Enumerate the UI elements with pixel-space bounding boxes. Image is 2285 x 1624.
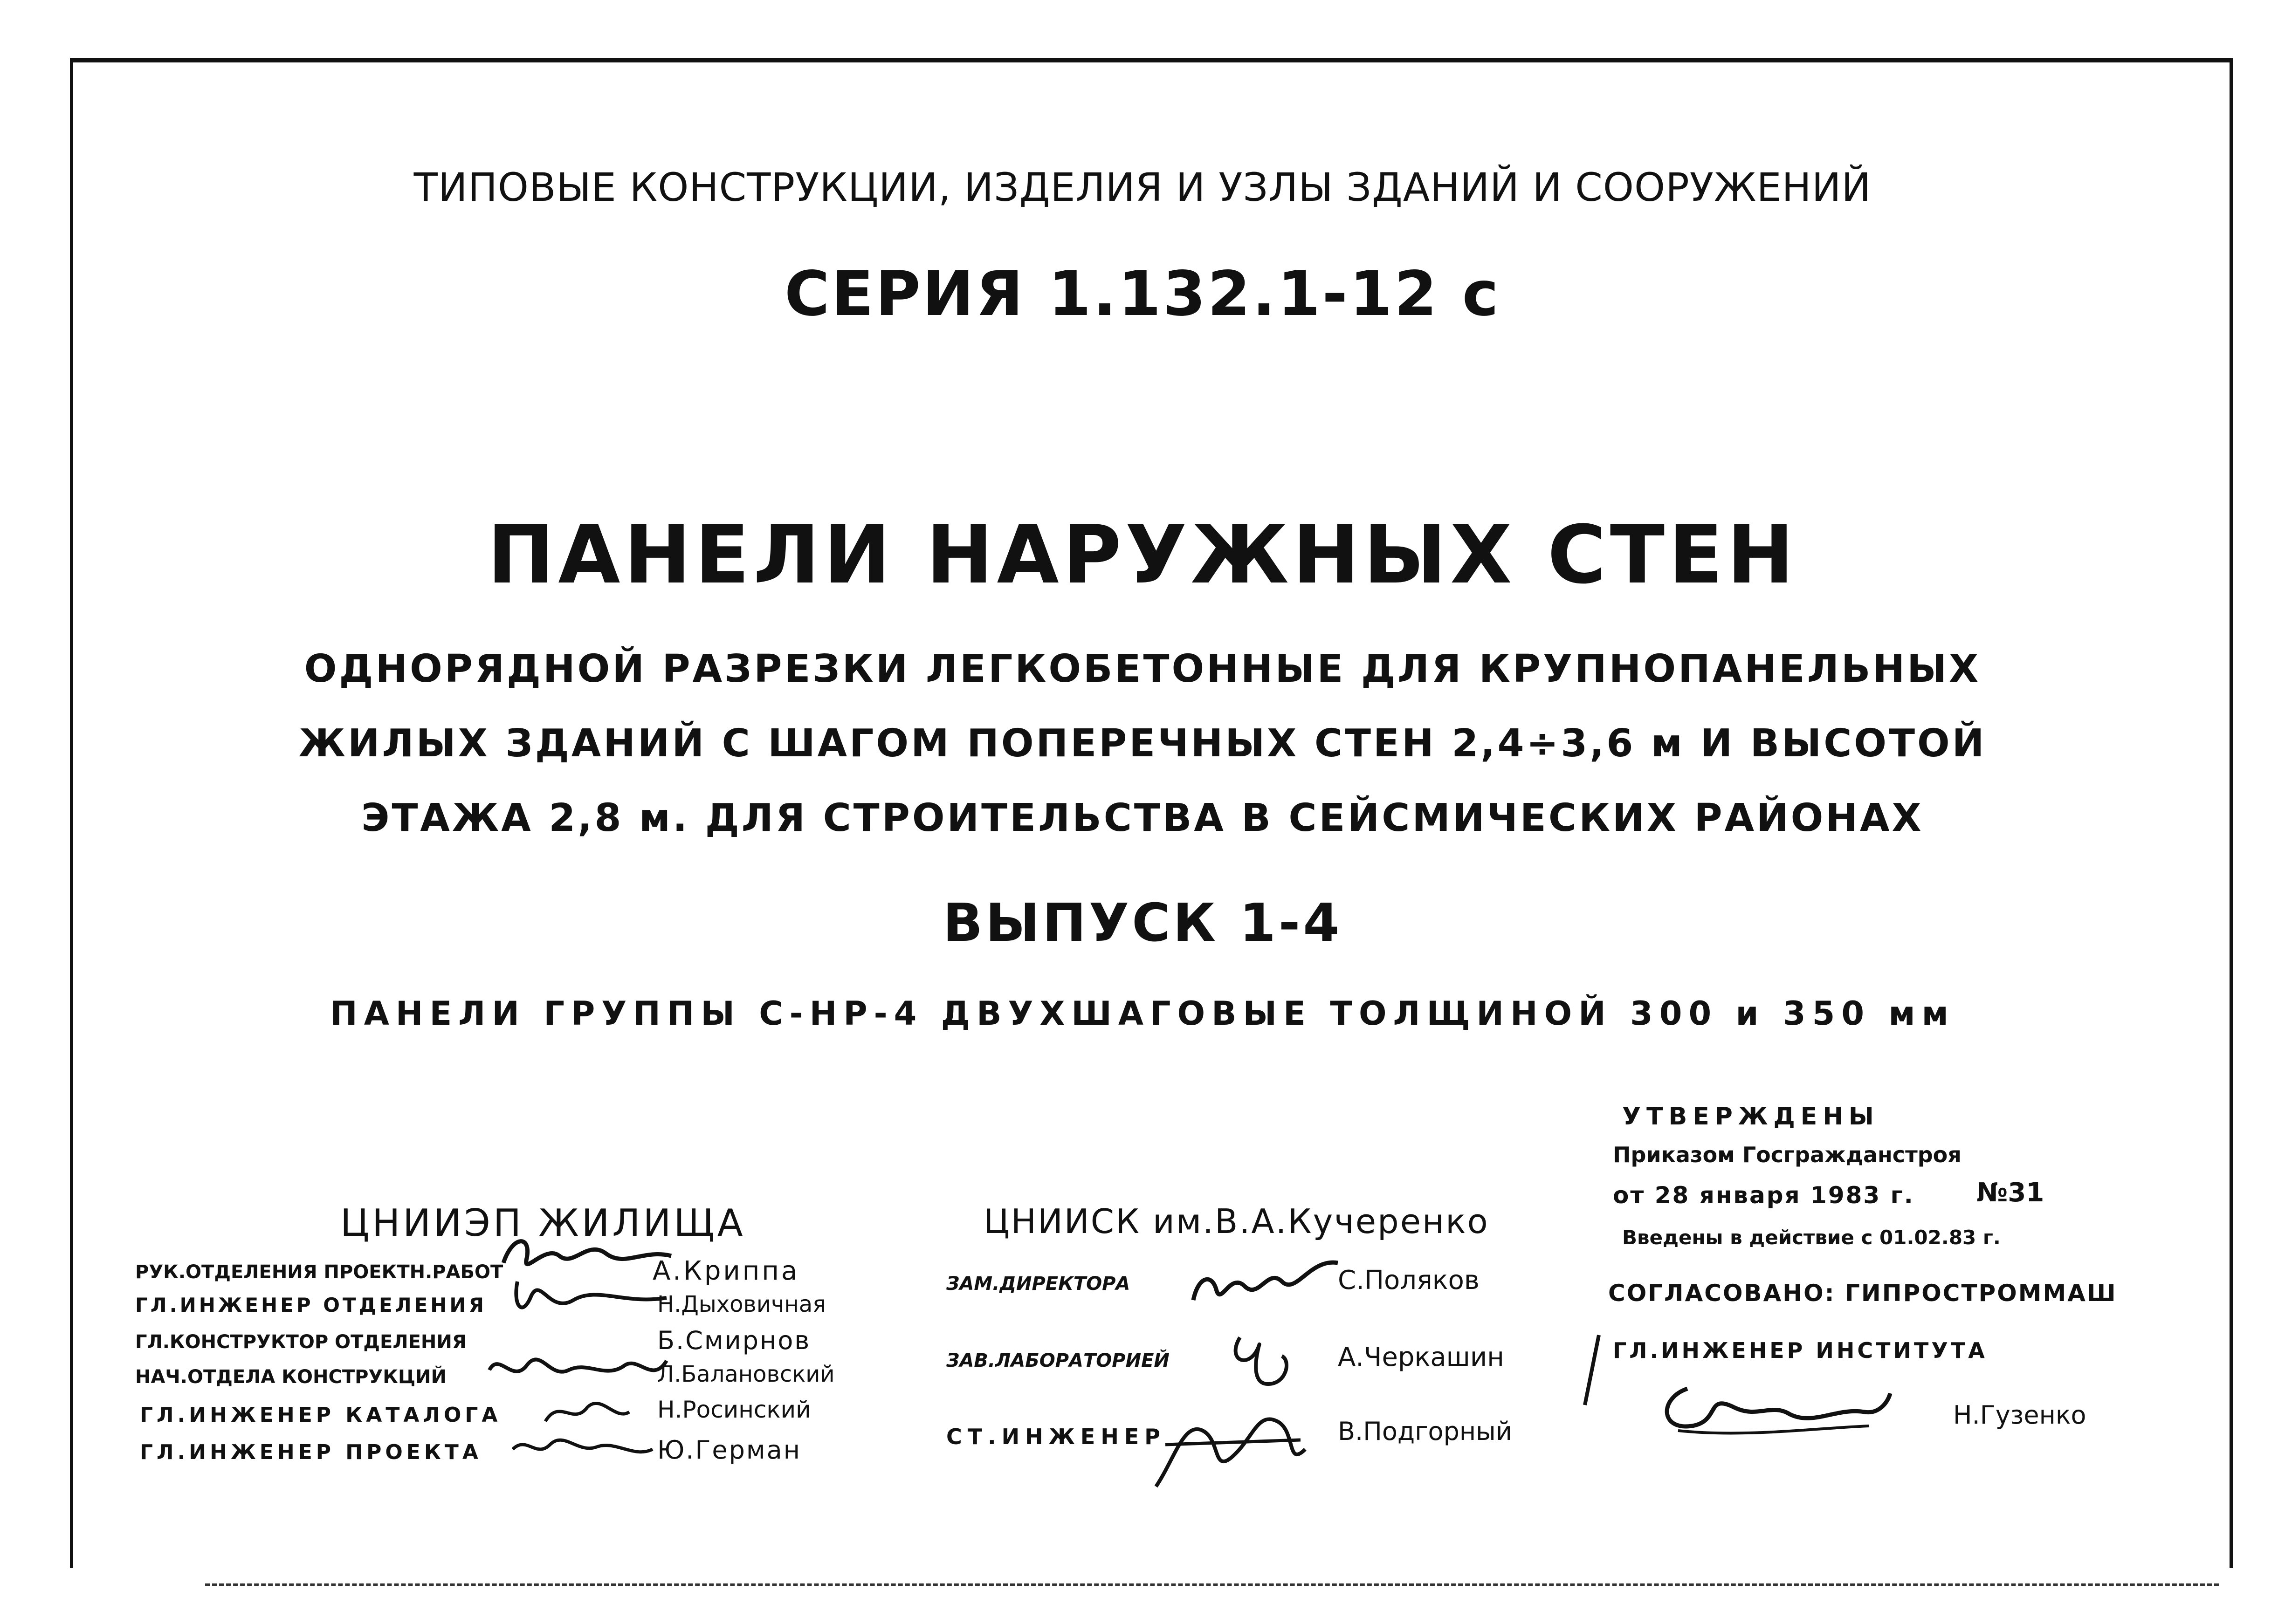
left-org-name: ЦНИИЭП ЖИЛИЩА	[340, 1201, 746, 1245]
signature-podgorny	[1147, 1403, 1315, 1496]
middle-name-2: А.Черкашин	[1338, 1342, 1504, 1372]
chief-engineer-name: Н.Гузенко	[1953, 1400, 2086, 1430]
signature-german	[508, 1426, 657, 1468]
middle-position-3: СТ.ИНЖЕНЕР	[946, 1424, 1166, 1449]
left-name-5: Н.Росинский	[657, 1396, 811, 1423]
left-name-2: Н.Дыховичная	[657, 1291, 826, 1317]
left-name-6: Ю.Герман	[657, 1435, 802, 1465]
middle-org-name: ЦНИИСК им.В.А.Кучеренко	[984, 1202, 1489, 1241]
subtitle-line-2: ЖИЛЫХ ЗДАНИЙ С ШАГОМ ПОПЕРЕЧНЫХ СТЕН 2,4÷3,6 м И ВЫСОТОЙ	[298, 721, 1987, 766]
signature-polyakov	[1189, 1249, 1342, 1309]
left-position-1: РУК.ОТДЕЛЕНИЯ ПРОЕКТН.РАБОТ	[135, 1261, 503, 1283]
middle-name-1: С.Поляков	[1338, 1265, 1480, 1295]
chief-engineer-position: ГЛ.ИНЖЕНЕР ИНСТИТУТА	[1613, 1338, 1988, 1363]
left-name-3: Б.Смирнов	[657, 1326, 811, 1355]
middle-position-2: ЗАВ.ЛАБОРАТОРИЕЙ	[946, 1350, 1170, 1371]
signature-dykhovichnaya	[503, 1277, 671, 1323]
effective-date: Введены в действие с 01.02.83 г.	[1622, 1226, 2001, 1249]
signature-cherkashin	[1221, 1328, 1305, 1403]
subtitle-line-3: ЭТАЖА 2,8 м. ДЛЯ СТРОИТЕЛЬСТВА В СЕЙСМИЧЕСКИХ РАЙОНАХ	[361, 796, 1924, 840]
bottom-border-line	[205, 1583, 2219, 1586]
issue-description: ПАНЕЛИ ГРУППЫ С-НР-4 ДВУХШАГОВЫЕ ТОЛЩИНОЙ 300 и 350 мм	[330, 994, 1955, 1033]
subtitle-line-1: ОДНОРЯДНОЙ РАЗРЕЗКИ ЛЕГКОБЕТОННЫЕ ДЛЯ КРУПНОПАНЕЛЬНЫХ	[304, 647, 1981, 691]
signature-rosinsky	[541, 1393, 634, 1431]
middle-position-1: ЗАМ.ДИРЕКТОРА	[946, 1273, 1130, 1295]
approved-date: от 28 января 1983 г.	[1613, 1182, 1914, 1209]
issue-title: ВЫПУСК 1-4	[943, 893, 1342, 953]
left-position-4: НАЧ.ОТДЕЛА КОНСТРУКЦИЙ	[135, 1366, 447, 1388]
approved-order: Приказом Госгражданстроя	[1613, 1142, 1962, 1167]
approved-number: №31	[1976, 1178, 2044, 1208]
left-position-5: ГЛ.ИНЖЕНЕР КАТАЛОГА	[140, 1403, 502, 1427]
signature-guzenko	[1650, 1375, 1893, 1445]
left-position-6: ГЛ.ИНЖЕНЕР ПРОЕКТА	[140, 1440, 482, 1464]
agreed-line: СОГЛАСОВАНО: ГИПРОСТРОММАШ	[1608, 1280, 2117, 1307]
middle-name-3: В.Подгорный	[1338, 1417, 1512, 1446]
series-title: СЕРИЯ 1.132.1-12 с	[784, 258, 1501, 330]
left-position-3: ГЛ.КОНСТРУКТОР ОТДЕЛЕНИЯ	[135, 1331, 467, 1353]
header-top-line: ТИПОВЫЕ КОНСТРУКЦИИ, ИЗДЕЛИЯ И УЗЛЫ ЗДАНИЙ И СООРУЖЕНИЙ	[413, 164, 1872, 210]
signature-balanovsky	[485, 1342, 671, 1393]
approval-slash-mark	[1580, 1333, 1604, 1407]
approved-heading: УТВЕРЖДЕНЫ	[1622, 1103, 1879, 1131]
left-position-2: ГЛ.ИНЖЕНЕР ОТДЕЛЕНИЯ	[135, 1294, 487, 1316]
main-title: ПАНЕЛИ НАРУЖНЫХ СТЕН	[487, 508, 1798, 602]
left-name-1: А.Криппа	[653, 1256, 800, 1286]
left-name-4: Л.Балановский	[657, 1361, 835, 1387]
